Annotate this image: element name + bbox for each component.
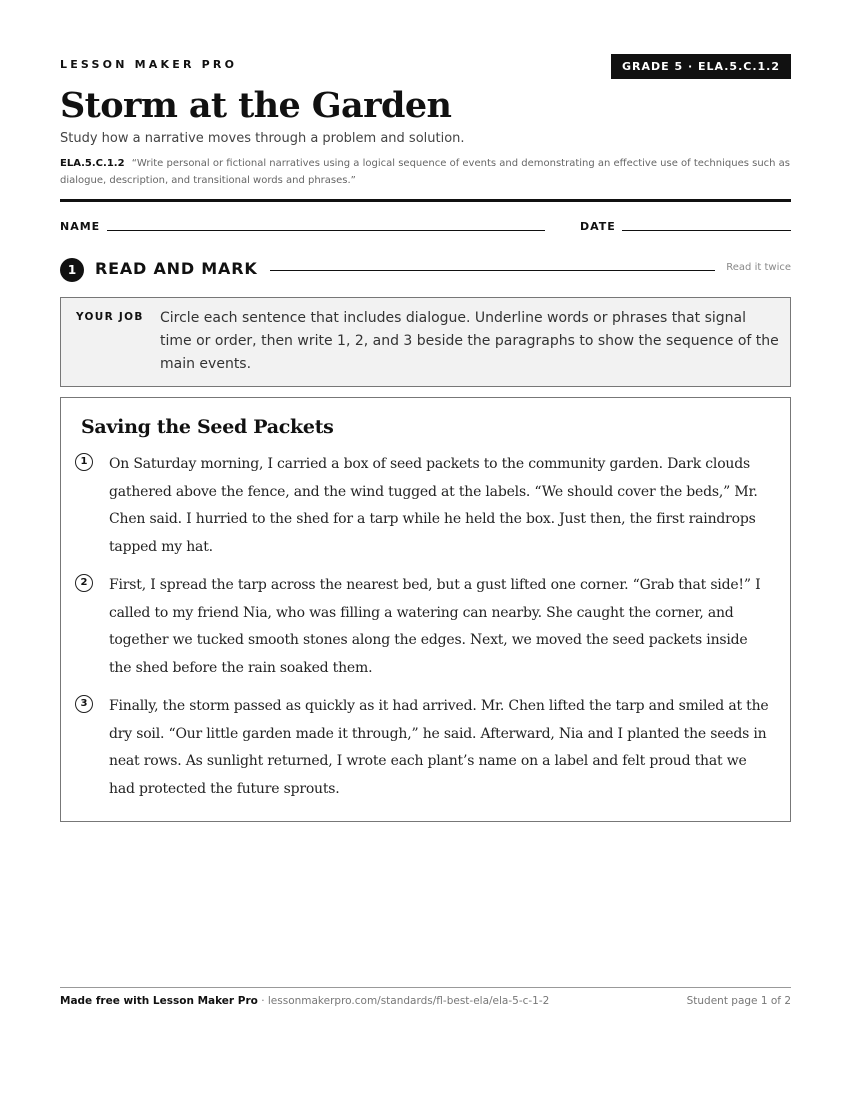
name-label: NAME: [60, 220, 101, 233]
job-instructions: Circle each sentence that includes dialogue. Underline words or phrases that signal time or order, then write 1, 2, and 3 beside the paragraphs to show the sequence of the main events.: [160, 310, 779, 372]
footer-credit: [60, 995, 549, 1007]
section-title: READ AND MARK: [95, 259, 258, 278]
standard-description: [60, 155, 791, 189]
page-title: Storm at the Garden: [60, 85, 452, 126]
paragraph-number-circle: 2: [75, 574, 93, 592]
job-label: YOUR JOB: [76, 311, 144, 323]
name-field[interactable]: [107, 230, 545, 231]
worksheet-page: [60, 0, 791, 1100]
footer-brand: Made free with Lesson Maker Pro: [60, 995, 258, 1007]
standard-code: ELA.5.C.1.2: [60, 158, 125, 169]
footer-divider: [60, 987, 791, 988]
passage-title: Saving the Seed Packets: [81, 416, 334, 438]
paragraph-text: Finally, the storm passed as quickly as it had arrived. Mr. Chen lifted the tarp and smiled at the dry soil. “Our little garden made it through,” he said. Afterward, Nia and I planted the seeds in neat rows. As sunlight returned, I wrote each plant’s name on a label and felt proud that we had protected the future sprouts.: [109, 698, 769, 797]
section-header: [60, 257, 791, 283]
standard-text: “Write personal or fictional narratives using a logical sequence of events and demonstrating an effective use of techniques such as dialogue, description, and transitional words and phrases.”: [60, 158, 791, 186]
date-label: DATE: [580, 220, 616, 233]
instructions-box: [60, 297, 791, 387]
section-note: Read it twice: [726, 262, 791, 273]
header-divider: [60, 199, 791, 202]
paragraph-text: First, I spread the tarp across the nearest bed, but a gust lifted one corner. “Grab that side!” I called to my friend Nia, who was filling a watering can nearby. She caught the corner, and together we tucked smooth stones along the edges. Next, we moved the seed packets inside the shed before the rain soaked them.: [109, 577, 761, 676]
footer-url: · lessonmakerpro.com/standards/fl-best-ela/ela-5-c-1-2: [257, 995, 550, 1007]
reading-passage: [60, 397, 791, 822]
paragraph-text: On Saturday morning, I carried a box of seed packets to the community garden. Dark clouds gathered above the fence, and the wind tugged at the labels. “We should cover the beds,” Mr. Chen said. I hurried to the shed for a tarp while he held the box. Just then, the first raindrops tapped my hat.: [109, 456, 758, 555]
date-field[interactable]: [622, 230, 791, 231]
paragraph-number-circle: 1: [75, 453, 93, 471]
page-subtitle: Study how a narrative moves through a problem and solution.: [60, 131, 465, 146]
page-indicator: Student page 1 of 2: [686, 995, 791, 1007]
section-rule: [270, 270, 715, 271]
brand-name: LESSON MAKER PRO: [60, 58, 238, 71]
grade-badge: GRADE 5 · ELA.5.C.1.2: [611, 54, 791, 79]
paragraph-number-circle: 3: [75, 695, 93, 713]
section-number-badge: 1: [60, 258, 84, 282]
